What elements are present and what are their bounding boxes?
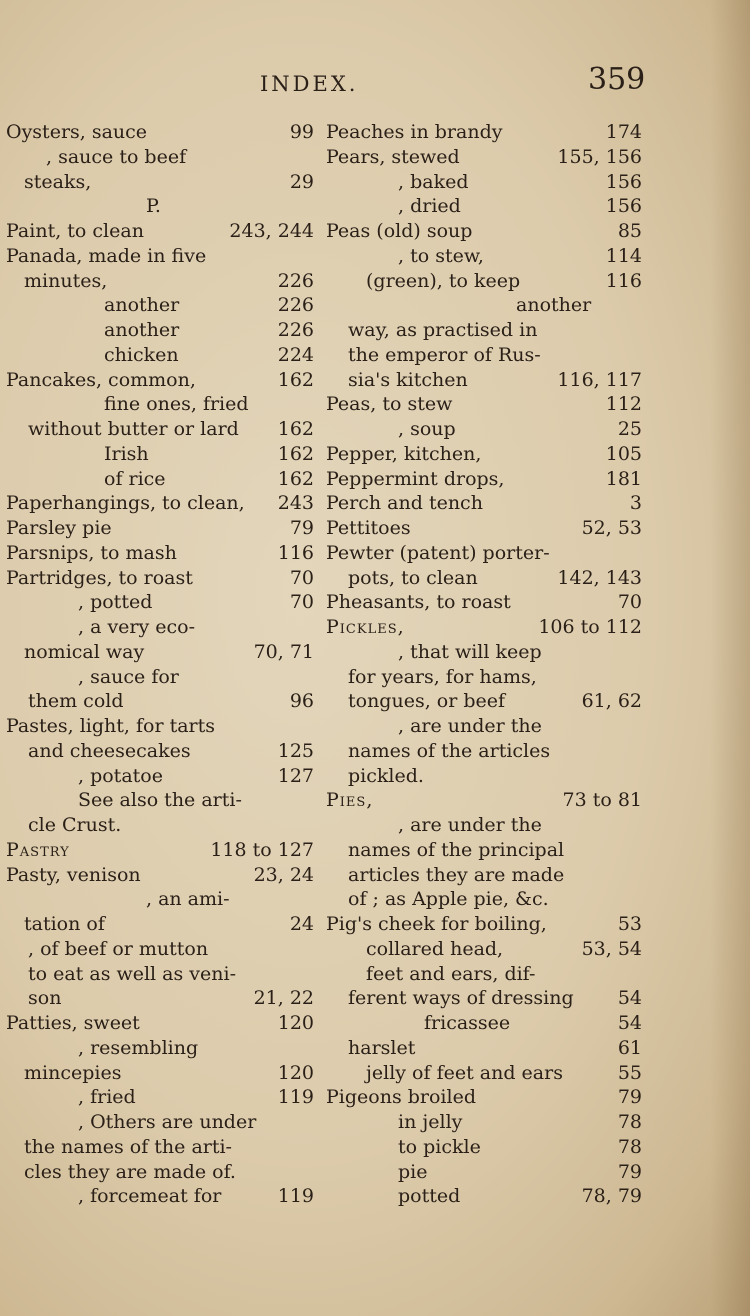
index-entry-pages: 96 [289,690,314,713]
index-entry-text: son [28,987,62,1010]
index-entry-text: P. [146,195,161,218]
index-entry-text: , to stew, [398,244,484,267]
index-entry-text: , resembling [78,1036,199,1059]
index-entry-pages: 105 [605,442,642,465]
index-entry [6,1011,326,1036]
index-entry-text: Parsley pie [6,517,112,539]
index-entry-pages: 243 [277,492,314,515]
index-entry [6,1135,326,1160]
index-entry [326,194,646,219]
index-entry [6,368,326,393]
index-entry [6,615,326,640]
index-entry-text: feet and ears, dif- [366,962,536,985]
index-entry [326,739,646,764]
index-entry-pages: 53, 54 [581,937,642,960]
index-entry [326,590,646,615]
index-entry-text: Pickles, [326,616,405,638]
index-entry [6,541,326,566]
index-entry-pages: 125 [277,739,314,762]
index-entry-pages: 114 [605,244,642,267]
index-entry [326,863,646,888]
index-entry [326,170,646,195]
index-entry [326,244,646,269]
index-entry-text: , dried [398,195,461,218]
index-entry-text: , potted [78,591,153,614]
index-entry-text: tongues, or beef [348,690,506,713]
index-entry-text: potted [398,1185,461,1208]
index-entry-pages: 78 [617,1111,642,1133]
index-column-left [6,120,326,1209]
index-entry-text: Perch and tench [326,492,483,515]
index-entry [6,764,326,789]
index-entry-pages: 61 [617,1036,642,1059]
index-entry-text: mincepies [24,1061,122,1084]
index-entry-pages: 54 [617,987,642,1010]
running-header-title: INDEX. [260,72,359,96]
index-entry-text: Irish [104,442,149,465]
index-entry [6,417,326,442]
index-entry [6,392,326,417]
index-entry [326,392,646,417]
index-entry [6,838,326,863]
index-entry-pages: 116 [277,541,314,564]
index-entry-text: , baked [398,170,469,193]
index-entry-text: another [516,294,592,317]
index-entry-text: Peas (old) soup [326,220,473,242]
index-entry-pages: 243, 244 [229,220,314,242]
index-entry [326,368,646,393]
index-entry [326,516,646,541]
index-entry [6,912,326,937]
index-entry [6,467,326,492]
index-entry-pages: 24 [289,913,314,935]
index-entry-pages: 55 [617,1061,642,1084]
index-entry [6,194,326,219]
index-entry [6,269,326,294]
index-entry [6,962,326,987]
index-entry [6,145,326,170]
index-entry-pages: 116 [605,269,642,292]
index-entry [6,516,326,541]
page-number: 359 [588,62,646,97]
index-entry-pages: 70 [289,591,314,614]
index-entry [6,244,326,269]
index-entry-pages: 226 [277,294,314,317]
index-entry-pages: 162 [277,368,314,391]
index-entry [326,293,646,318]
index-entry-text: cles they are made of. [24,1160,236,1183]
index-entry [6,689,326,714]
index-entry-text: to eat as well as veni- [28,962,237,985]
index-entry-text: way, as practised in [348,319,538,341]
index-entry-pages: 156 [605,195,642,218]
index-entry-text: names of the principal [348,838,565,861]
index-entry [326,1061,646,1086]
index-entry-text: pie [398,1160,428,1183]
index-entry-pages: 99 [289,121,314,143]
index-entry-pages: 174 [605,121,642,143]
index-entry [326,145,646,170]
index-entry-pages: 155, 156 [557,145,642,168]
index-entry-text: See also the arti- [78,789,242,812]
index-entry [6,318,326,343]
index-entry-pages: 162 [277,467,314,490]
index-entry [326,442,646,467]
index-entry [326,219,646,244]
index-entry [6,986,326,1011]
index-entry [6,442,326,467]
index-entry-text: , are under the [398,814,542,836]
index-entry [326,1036,646,1061]
index-entry [6,1085,326,1110]
index-entry [6,665,326,690]
index-entry [326,689,646,714]
index-entry-pages: 70 [289,566,314,589]
index-entry [326,665,646,690]
index-column-right [326,120,646,1209]
index-entry-pages: 120 [277,1012,314,1034]
index-entry-pages: 79 [617,1086,642,1109]
index-entry-text: another [104,294,180,317]
index-entry-text: the emperor of Rus- [348,343,541,366]
index-entry-text: minutes, [24,269,108,292]
index-entry [326,1011,646,1036]
index-entry-text: ferent ways of dressing [348,987,574,1010]
index-entry-text: names of the articles [348,739,551,762]
index-entry [326,1110,646,1135]
index-entry [326,566,646,591]
index-entry-pages: 118 to 127 [210,838,314,861]
index-entry-text: Pig's cheek for boiling, [326,913,547,935]
index-entry-text: harslet [348,1036,416,1059]
index-entry-text: jelly of feet and ears [366,1061,563,1084]
index-entry [6,1061,326,1086]
index-entry-text: (green), to keep [366,269,521,292]
index-entry-text: collared head, [366,937,504,960]
index-entry-text: another [104,319,180,341]
index-entry-text: Peaches in brandy [326,121,503,143]
index-entry-text: without butter or lard [28,418,239,440]
index-entry-text: to pickle [398,1135,481,1158]
index-entry-pages: 119 [277,1185,314,1208]
index-entry-text: Paperhangings, to clean, [6,492,245,515]
index-entry [326,937,646,962]
index-entry-pages: 79 [289,517,314,539]
index-entry-text: articles they are made [348,863,565,886]
index-entry-pages: 119 [277,1086,314,1109]
index-entry [6,590,326,615]
index-entry-pages: 23, 24 [253,863,314,886]
index-entry-text: pots, to clean [348,566,478,589]
index-entry-pages: 3 [629,492,642,515]
index-entry [326,912,646,937]
index-entry-pages: 61, 62 [581,690,642,713]
index-entry [6,739,326,764]
index-entry [326,269,646,294]
index-entry [6,566,326,591]
index-entry-text: , an ami- [146,888,230,911]
index-entry-text: and cheesecakes [28,739,191,762]
index-entry-text: in jelly [398,1111,463,1133]
index-entry-text: , sauce for [78,665,179,688]
index-entry [6,219,326,244]
index-entry-text: fine ones, fried [104,393,249,416]
index-entry-text: , a very eco- [78,616,196,638]
index-entry [326,318,646,343]
index-entry [6,640,326,665]
index-entry-pages: 70, 71 [253,640,314,663]
index-entry-text: them cold [28,690,124,713]
index-entry [326,615,646,640]
index-entry-text: , forcemeat for [78,1185,222,1208]
index-entry-text: of ; as Apple pie, &c. [348,888,549,911]
index-entry-text: steaks, [24,170,92,193]
index-entry-text: tation of [24,913,105,935]
index-entry [326,1085,646,1110]
index-entry [326,887,646,912]
index-entry-pages: 226 [277,269,314,292]
index-entry-text: Peppermint drops, [326,467,505,490]
index-entry-text: Pheasants, to roast [326,591,511,614]
index-entry [326,1135,646,1160]
index-entry [326,986,646,1011]
index-entry-text: fricassee [424,1012,511,1034]
index-entry [326,962,646,987]
index-entry [326,120,646,145]
index-entry-text: for years, for hams, [348,665,537,688]
index-entry [6,1184,326,1209]
index-entry-text: , potatoe [78,764,163,787]
index-entry-text: Oysters, sauce [6,121,148,143]
index-entry-text: Partridges, to roast [6,566,193,589]
index-entry-text: Paint, to clean [6,220,144,242]
index-entry-text: Pancakes, common, [6,368,196,391]
index-entry-text: , are under the [398,715,542,737]
index-entry-pages: 78, 79 [581,1185,642,1208]
index-entry [6,887,326,912]
index-entry-text: Peas, to stew [326,393,453,416]
index-entry-pages: 112 [605,393,642,416]
index-entry-text: Pepper, kitchen, [326,442,482,465]
index-entry-pages: 29 [289,170,314,193]
index-entry-text: Pastry [6,838,70,861]
index-entry [326,343,646,368]
index-entry-text: cle Crust. [28,814,122,836]
index-entry-text: Panada, made in five [6,244,207,267]
index-entry [326,764,646,789]
index-entry [6,788,326,813]
index-entry-text: , of beef or mutton [28,937,209,960]
index-entry-pages: 25 [617,418,642,440]
index-entry-text: chicken [104,343,179,366]
index-entry-pages: 226 [277,319,314,341]
index-entry [326,714,646,739]
index-entry-pages: 156 [605,170,642,193]
index-entry [326,541,646,566]
index-entry-pages: 78 [617,1135,642,1158]
index-entry [326,813,646,838]
index-entry [326,788,646,813]
index-entry-text: nomical way [24,640,145,663]
index-entry-pages: 120 [277,1061,314,1084]
index-entry-pages: 53 [617,913,642,935]
index-entry [326,1160,646,1185]
index-entry [6,293,326,318]
index-entry [6,937,326,962]
index-entry-pages: 116, 117 [557,368,642,391]
index-entry-text: the names of the arti- [24,1135,232,1158]
index-entry-text: Pigeons broiled [326,1086,476,1109]
index-entry [6,813,326,838]
index-entry-text: , fried [78,1086,136,1109]
index-entry [326,838,646,863]
index-entry [6,1036,326,1061]
index-entry-text: Pastes, light, for tarts [6,715,216,737]
index-entry-text: of rice [104,467,166,490]
index-entry-pages: 224 [277,343,314,366]
index-entry [326,640,646,665]
index-entry-pages: 162 [277,418,314,440]
index-entry-text: sia's kitchen [348,368,468,391]
index-entry-text: pickled. [348,764,424,787]
index-entry [6,1110,326,1135]
index-entry [326,467,646,492]
index-entry-pages: 106 to 112 [538,616,642,638]
index-entry-pages: 142, 143 [557,566,642,589]
index-entry [6,343,326,368]
index-entry-text: Pies, [326,789,374,812]
index-entry-text: Pettitoes [326,517,411,539]
index-entry-text: Pears, stewed [326,145,460,168]
index-entry-pages: 127 [277,764,314,787]
page-edge-shadow [710,0,750,1316]
index-entry-pages: 85 [617,220,642,242]
index-entry [6,1160,326,1185]
index-entry [326,417,646,442]
index-entry-pages: 162 [277,442,314,465]
index-entry-text: , soup [398,418,456,440]
index-entry-pages: 181 [605,467,642,490]
index-entry-text: , Others are under [78,1111,257,1133]
index-entry [326,491,646,516]
index-entry-pages: 52, 53 [581,517,642,539]
index-entry [6,863,326,888]
index-entry [6,170,326,195]
index-entry-pages: 21, 22 [253,987,314,1010]
index-entry [6,120,326,145]
index-entry [326,1184,646,1209]
index-entry-pages: 70 [617,591,642,614]
index-entry-text: , sauce to beef [46,145,187,168]
index-entry [6,491,326,516]
index-entry-pages: 79 [617,1160,642,1183]
index-entry-text: Parsnips, to mash [6,541,177,564]
index-entry-pages: 54 [617,1012,642,1034]
index-entry-text: Patties, sweet [6,1012,140,1034]
index-entry-text: Pasty, venison [6,863,141,886]
index-entry-text: Pewter (patent) porter- [326,541,550,564]
index-entry-pages: 73 to 81 [562,789,642,812]
index-entry-text: , that will keep [398,640,542,663]
index-entry [6,714,326,739]
